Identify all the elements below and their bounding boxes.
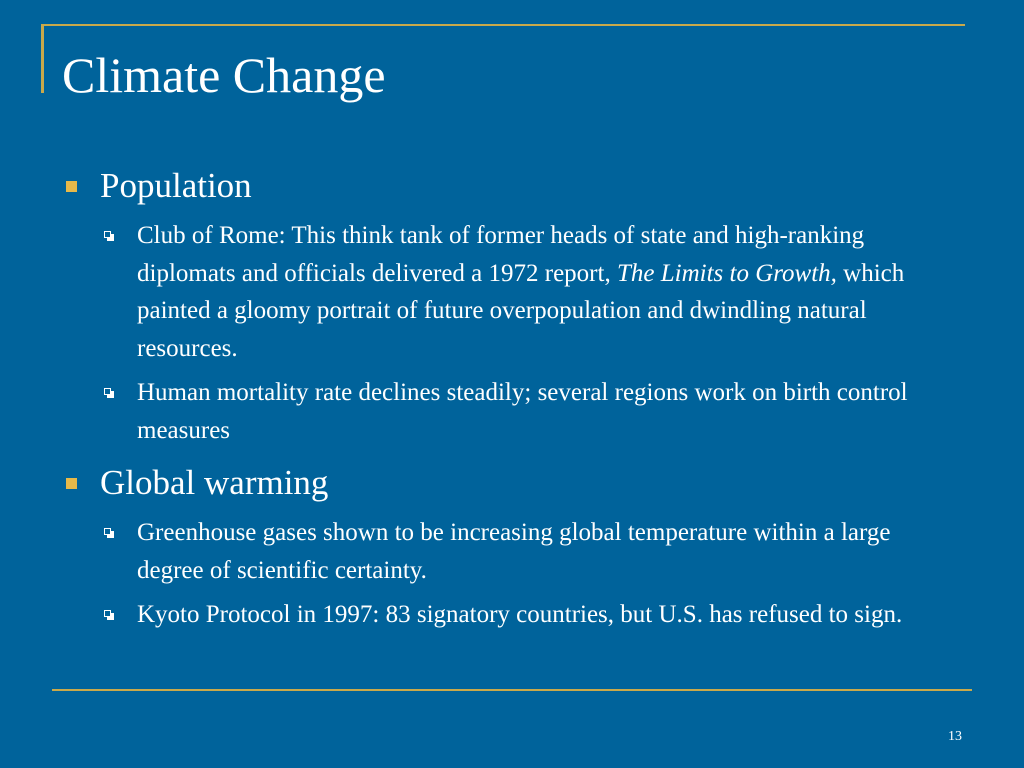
square-bullet-icon [66,181,77,192]
sub-bullet-kyoto [62,596,962,634]
title-frame-left-rule [41,24,44,93]
hollow-square-bullet-icon [104,610,111,617]
title-frame-top-rule [41,24,965,26]
report-title: The Limits to Growth, [616,259,837,287]
bullet-heading: Population [100,166,252,205]
bullet-population [62,165,962,207]
sub-bullet-text: Club of Rome: This think tank of former heads of state and high-ranking diplomats and officials delivered a 1972 report, [137,222,865,287]
slide-title: Climate Change [62,47,386,103]
square-bullet-icon [66,478,77,489]
slide-content [62,165,962,641]
bullet-heading: Global warming [100,463,329,502]
sub-bullet-club-of-rome [62,217,962,367]
sub-bullet-text: Greenhouse gases shown to be increasing global temperature within a large degree of scientific certainty. [137,519,891,584]
sub-bullet-mortality [62,374,962,449]
hollow-square-bullet-icon [104,388,111,395]
sub-bullet-greenhouse [62,514,962,589]
bullet-global-warming [62,462,962,504]
page-number: 13 [948,729,962,744]
sub-bullet-text: Kyoto Protocol in 1997: 83 signatory countries, but U.S. has refused to sign. [137,601,903,628]
sub-bullet-text: Human mortality rate declines steadily; several regions work on birth control measures [137,379,908,444]
hollow-square-bullet-icon [104,231,111,238]
sub-bullet-text: which painted a gloomy portrait of future overpopulation and dwindling natural resources. [137,259,905,362]
hollow-square-bullet-icon [104,528,111,535]
footer-rule [52,689,972,691]
